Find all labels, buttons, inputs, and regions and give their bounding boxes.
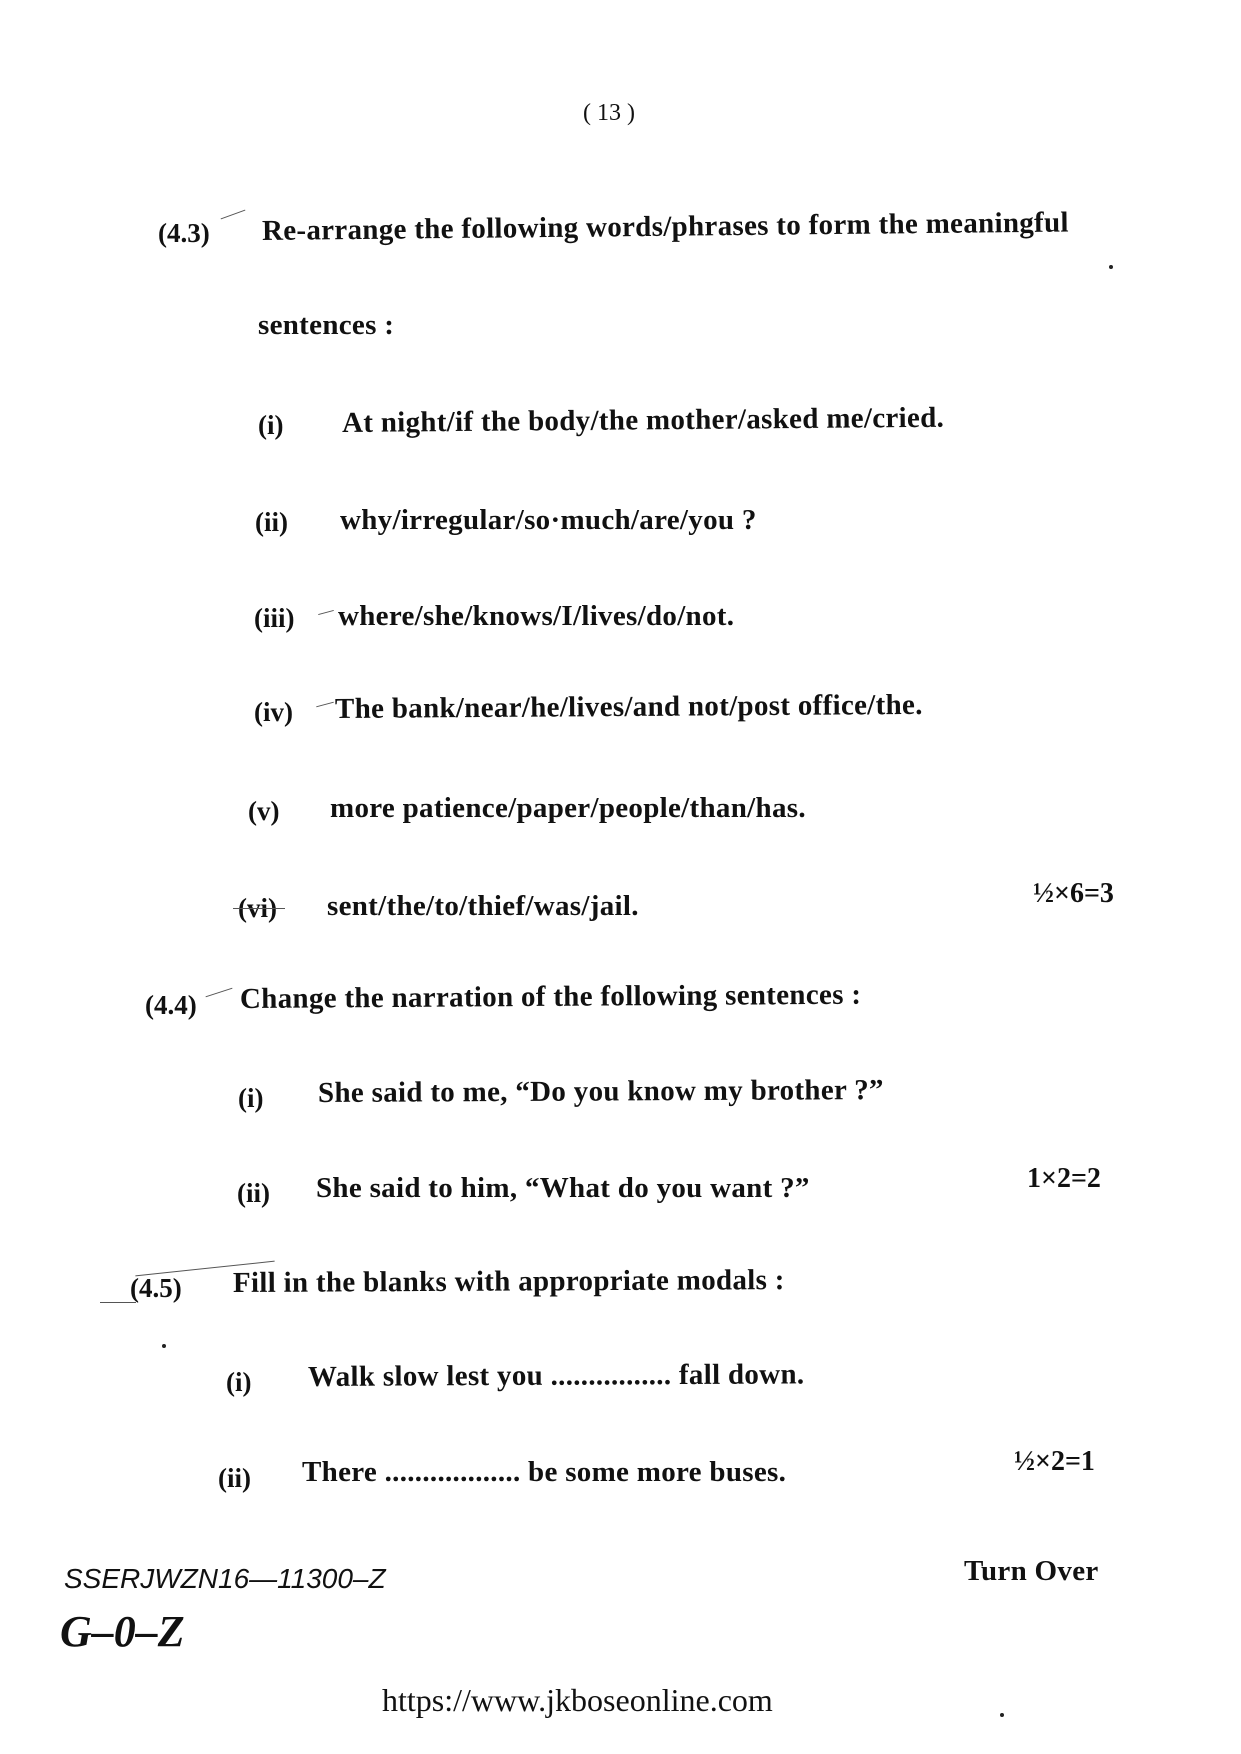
page-number: ( 13 ) <box>583 100 635 126</box>
q45-marks: ½×2=1 <box>1014 1446 1095 1477</box>
q43-item-text: more patience/paper/people/than/has. <box>330 792 806 824</box>
pen-mark <box>316 702 334 708</box>
q45-title: Fill in the blanks with appropriate modals : <box>232 1264 785 1299</box>
pen-mark <box>221 210 246 220</box>
q43-item-num: (vi) <box>238 893 277 923</box>
q45-item-text: Walk slow lest you ................ fall down. <box>307 1358 805 1393</box>
turn-over: Turn Over <box>964 1555 1099 1587</box>
pen-mark <box>318 610 334 615</box>
q44-item-text: She said to me, “Do you know my brother ?” <box>317 1074 884 1109</box>
speck <box>1109 265 1113 269</box>
q43-item-text: sent/the/to/thief/was/jail. <box>327 890 639 922</box>
q43-title: Re-arrange the following words/phrases to form the meaningful <box>261 206 1069 247</box>
q45-number: (4.5) <box>130 1273 182 1303</box>
speck <box>162 1344 166 1348</box>
q45-item-num: (ii) <box>218 1463 251 1493</box>
set-code: G–0–Z <box>60 1607 185 1656</box>
q43-item-num: (iv) <box>254 697 293 727</box>
source-url[interactable]: https://www.jkboseonline.com <box>382 1682 773 1718</box>
q43-item-text: The bank/near/he/lives/and not/post office/the. <box>334 688 923 725</box>
q43-item-text: where/she/knows/I/lives/do/not. <box>338 600 735 632</box>
q44-marks: 1×2=2 <box>1027 1163 1101 1194</box>
q43-number: (4.3) <box>158 218 210 248</box>
q43-item-text: At night/if the body/the mother/asked me/cried. <box>341 401 945 439</box>
q43-marks: ½×6=3 <box>1033 878 1114 909</box>
pen-mark <box>206 988 233 998</box>
q43-item-num: (ii) <box>255 507 288 537</box>
q44-item-num: (i) <box>238 1083 264 1113</box>
q44-item-num: (ii) <box>237 1178 270 1208</box>
q43-item-num: (v) <box>248 796 280 826</box>
q44-title: Change the narration of the following sentences : <box>239 978 862 1015</box>
q45-item-num: (i) <box>226 1367 252 1397</box>
q43-item-num: (i) <box>258 410 284 440</box>
q43-item-num: (iii) <box>254 603 295 633</box>
strike-mark <box>233 908 285 909</box>
q44-item-text: She said to him, “What do you want ?” <box>316 1172 810 1204</box>
paper-code: SSERJWZN16—11300–Z <box>64 1563 386 1594</box>
speck <box>1000 1713 1004 1717</box>
q44-number: (4.4) <box>145 990 197 1020</box>
q43-title-cont: sentences : <box>258 309 395 341</box>
q45-item-text: There .................. be some more buses. <box>302 1456 787 1488</box>
q43-item-text: why/irregular/so·much/are/you ? <box>340 504 757 536</box>
